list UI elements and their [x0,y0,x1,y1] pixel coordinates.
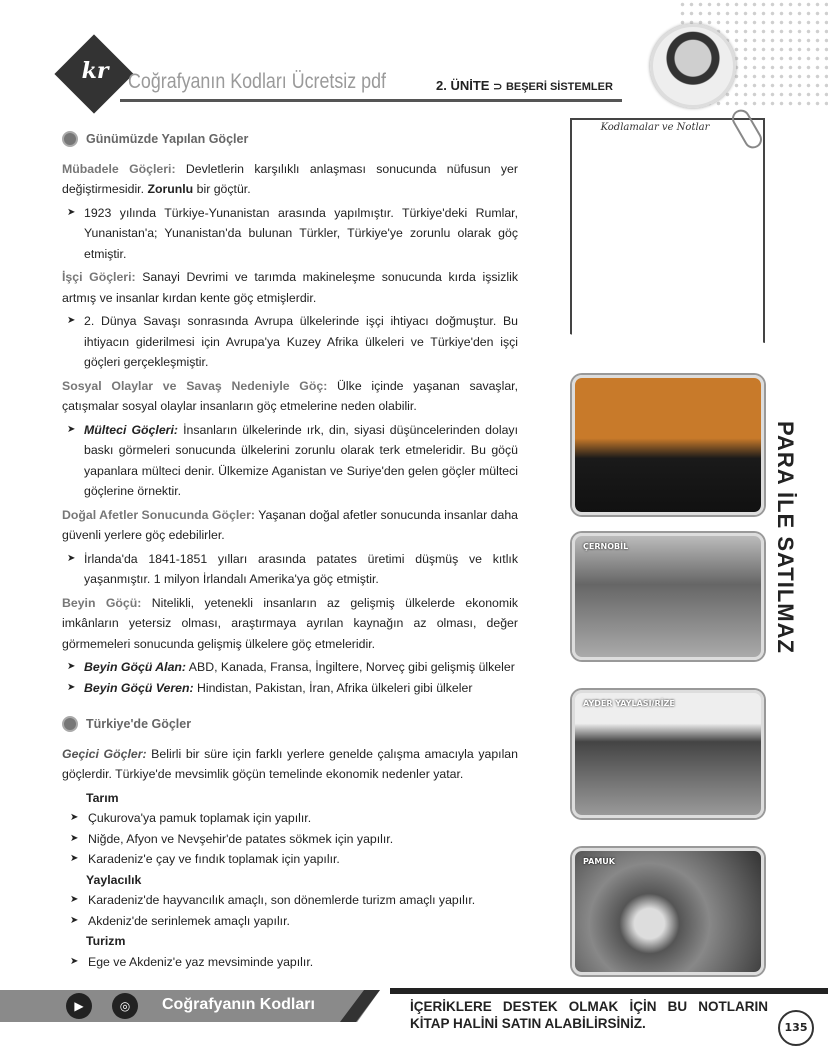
bullet: ➤ İrlanda'da 1841-1851 yılları arasında patates üretimi düşmüş ve kıtlık yaşanmıştır. 1 milyon İrlandalı Amerika'ya göç etmiştir. [62,549,518,590]
photo-refugees [572,375,764,515]
youtube-icon[interactable]: ▶ [66,993,92,1019]
logo-text: kr [81,58,109,84]
bullet: ➤ 1923 yılında Türkiye-Yunanistan arasında yapılmıştır. Türkiye'deki Rumlar, Yunanistan'a; Yunanistan'da bulunan Türkler, Türkiye'ye zorunlu olarak göç etmiştir. [62,203,518,265]
subheading: Tarım [86,790,119,805]
footer-message: İÇERİKLERE DESTEK OLMAK İÇİN BU NOTLARIN KİTAP HALİNİ SATIN ALABİLİRSİNİZ. [410,999,768,1031]
paragraph-dogal: Doğal Afetler Sonucunda Göçler: Yaşanan doğal afetler sonucunda insanlar daha güvenli yerlere göç edebilirler. [62,507,518,542]
notes-title: Kodlamalar ve Notlar [600,122,710,133]
bullet: ➤ Niğde, Afyon ve Nevşehir'de patates sökmek için yapılır. [62,829,518,850]
unit-label: 2. ÜNİTE ⊃ BEŞERİ SİSTEMLER [436,78,613,93]
bullet: ➤ Ege ve Akdeniz'e yaz mevsiminde yapılır. [62,952,518,973]
bullet: ➤ Çukurova'ya pamuk toplamak için yapılır. [62,808,518,829]
bullet: ➤ Karadeniz'de hayvancılık amaçlı, son dönemlerde turizm amaçlı yapılır. [62,890,518,911]
footer-brand: Coğrafyanın Kodları [162,996,315,1013]
globe-icon [62,131,78,147]
subheading: Yaylacılık [86,872,142,887]
paragraph-isci: İşçi Göçleri: Sanayi Devrimi ve tarımda makineleşme sonucunda kırda işsizlik artmış ve insanlar kırdan kente göç etmişlerdir. [62,270,518,305]
page-number: 135 [778,1010,814,1046]
photo-chernobyl: ÇERNOBİL [572,533,764,660]
instagram-icon[interactable]: ◎ [112,993,138,1019]
section-heading: Türkiye'de Göçler [62,714,518,735]
author-avatar [650,24,736,108]
paragraph-sosyal: Sosyal Olaylar ve Savaş Nedeniyle Göç: Ülke içinde yaşanan savaşlar, çatışmalar sosyal olaylar insanların göç etmelerine neden olabilir. [62,378,518,413]
photo-ayder: AYDER YAYLASI/RİZE [572,690,764,818]
paragraph-gecici: Geçici Göçler: Belirli bir süre için farklı yerlere genelde çalışma amacıyla yapılan göçlerdir. Türkiye'de mevsimlik göçün temelinde ekonomik nedenler yatar. [62,746,518,781]
header-divider [120,99,622,102]
bullet: ➤ 2. Dünya Savaşı sonrasında Avrupa ülkelerinde işçi ihtiyacı doğmuştur. Bu ihtiyacın giderilmesi için Avrupa'ya Kuzey Afrika ülkeleri ve Türkiye'den işçi göçleri gerçekleşmiştir. [62,311,518,373]
bullet: ➤ Beyin Göçü Alan: ABD, Kanada, Fransa, İngiltere, Norveç gibi gelişmiş ülkeler [62,657,518,678]
main-column [62,129,518,972]
footer-bar [390,988,828,994]
photo-cotton: PAMUK [572,848,764,975]
bullet: ➤ Akdeniz'de serinlemek amaçlı yapılır. [62,911,518,932]
bullet: ➤ Mülteci Göçleri: İnsanların ülkelerinde ırk, din, siyasi düşüncelerinden dolayı baskı görmeleri sonucunda ülkelerini zorunlu olarak terk etmeleridir. Bu göçü yapanlara mülteci denir. Ülkemize Aganistan ve Suriye'den gelen göçler mülteci göçlerine örnektir. [62,420,518,502]
bullet: ➤ Beyin Göçü Veren: Hindistan, Pakistan, İran, Afrika ülkeleri gibi ülkeler [62,678,518,699]
header-title: Coğrafyanın Kodları Ücretsiz pdf [128,70,386,93]
notes-box [570,118,765,343]
bullet: ➤ Karadeniz'e çay ve fındık toplamak için yapılır. [62,849,518,870]
vertical-slogan: PARA İLE SATILMAZ [773,421,798,654]
paragraph-beyin: Beyin Göçü: Nitelikli, yetenekli insanların az gelişmiş ülkelerde ekonomik imkânların yetersiz olması, araştırmaya ayrılan kaynağın az olması, değer görmemeleri sonucunda gelişmiş ülkelere göç etmeleridir. [62,595,518,651]
subheading: Turizm [86,934,126,948]
section-heading: Günümüzde Yapılan Göçler [62,129,518,150]
globe-icon [62,716,78,732]
paragraph-mubadele: Mübadele Göçleri: Devletlerin karşılıklı anlaşması sonucunda nüfusun yer değiştirmesidir. Zorunlu bir göçtür. [62,161,518,196]
